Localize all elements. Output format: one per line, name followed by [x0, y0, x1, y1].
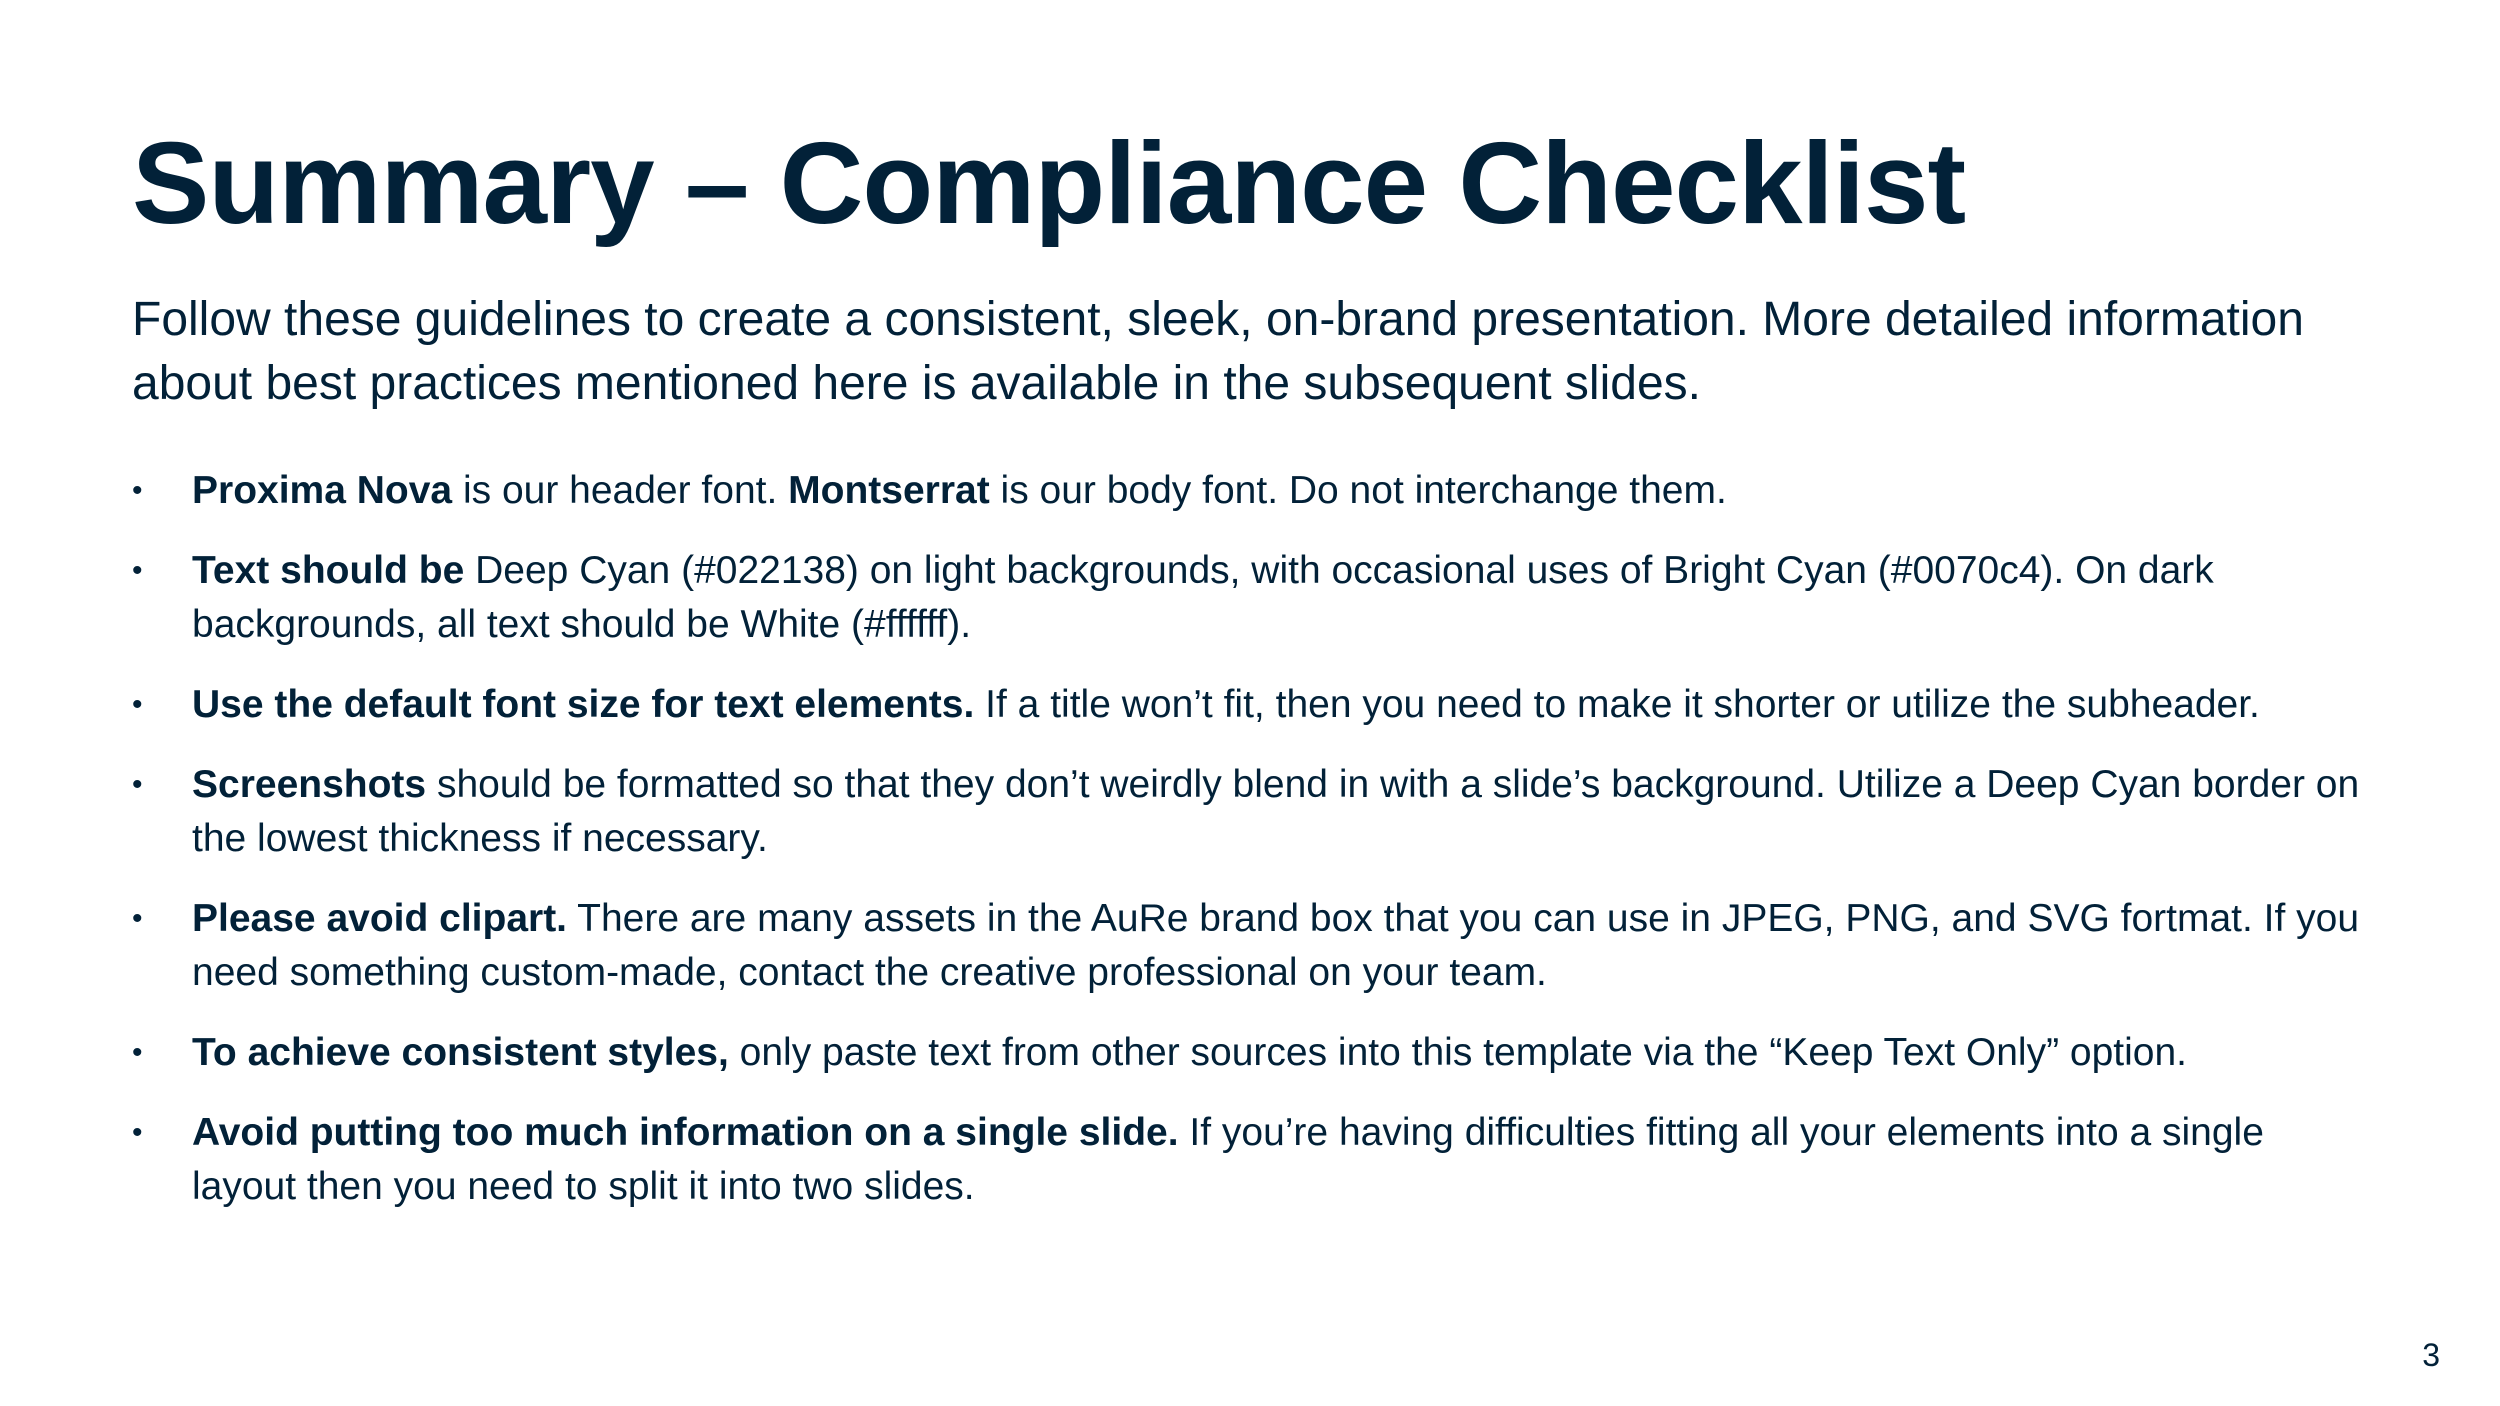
checklist-item-font-size	[132, 678, 2372, 732]
checklist-item-bold: Text should be	[192, 549, 465, 592]
checklist-item-bold: Use the default font size for text elements.	[192, 683, 975, 726]
checklist-item-bold: Screenshots	[192, 763, 427, 806]
bullet-icon: •	[132, 902, 143, 935]
checklist-item-text: There are many assets in the AuRe brand box that you can use in JPEG, PNG, and SVG fortmat. If you need something custom-made, contact the creative professional on your team.	[192, 897, 2360, 994]
bullet-icon: •	[132, 474, 143, 507]
checklist-item-bold: To achieve consistent styles,	[192, 1031, 729, 1074]
checklist-item-clipart	[132, 892, 2372, 1000]
checklist-item-text: If a title won’t fit, then you need to make it shorter or utilize the subheader.	[974, 683, 2260, 726]
checklist-item-text: should be formatted so that they don’t weirdly blend in with a slide’s background. Utilize a Deep Cyan border on the lowest thickness if necessary.	[192, 763, 2360, 860]
checklist-item-text: is our header font.	[452, 469, 789, 512]
bullet-icon: •	[132, 1116, 143, 1149]
slide-subtitle: Follow these guidelines to create a consistent, sleek, on-brand presentation. More detailed information about best practices mentioned here is available in the subsequent slides.	[132, 293, 2304, 410]
checklist-item-bold: Please avoid clipart.	[192, 897, 568, 940]
checklist-item-fonts	[132, 464, 2372, 518]
checklist	[132, 464, 2372, 1240]
bullet-icon: •	[132, 1036, 143, 1069]
checklist-item-information	[132, 1106, 2372, 1214]
checklist-item-text-colors	[132, 544, 2372, 652]
checklist-item-bold: Proxima Nova	[192, 469, 453, 512]
checklist-item-text: is our body font. Do not interchange them.	[989, 469, 1727, 512]
checklist-item-styles	[132, 1026, 2372, 1080]
checklist-item-bold: Montserrat	[788, 469, 990, 512]
checklist-item-text: only paste text from other sources into this template via the “Keep Text Only” option.	[728, 1031, 2188, 1074]
checklist-item-text: If you’re having difficulties fitting all your elements into a single layout then you need to split it into two slides.	[192, 1111, 2264, 1208]
slide-title: Summary – Compliance Checklist	[132, 118, 1966, 248]
checklist-item-text: Deep Cyan (#022138) on light backgrounds, with occasional uses of Bright Cyan (#0070c4). On dark backgrounds, all text should be White (#ffffff).	[192, 549, 2214, 646]
bullet-icon: •	[132, 688, 143, 721]
bullet-icon: •	[132, 768, 143, 801]
bullet-icon: •	[132, 554, 143, 587]
checklist-item-screenshots	[132, 758, 2372, 866]
page-number: 3	[2422, 1337, 2440, 1373]
checklist-item-bold: Avoid putting too much information on a single slide.	[192, 1111, 1179, 1154]
